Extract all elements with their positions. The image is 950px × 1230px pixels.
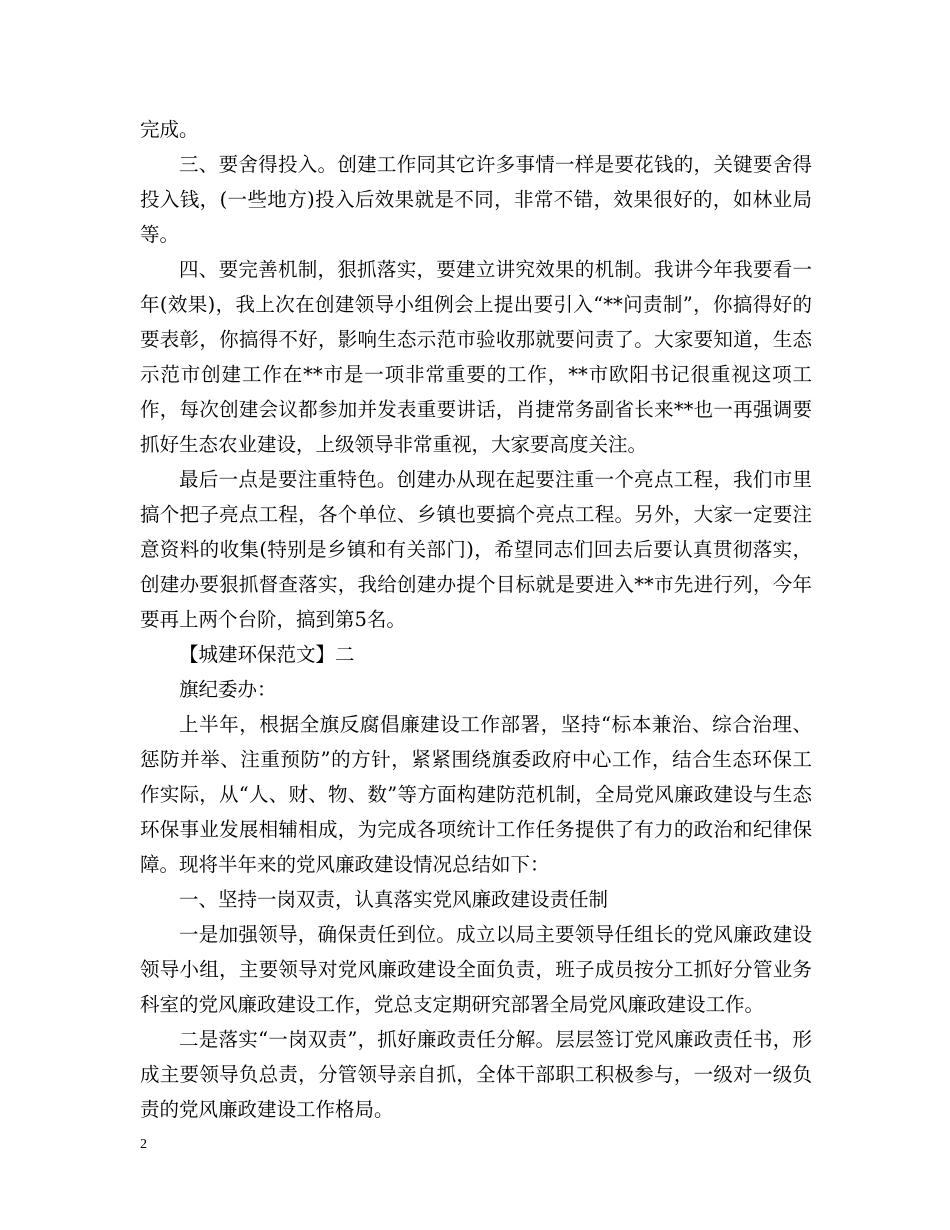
subheading-1: 一、坚持一岗双责，认真落实党风廉政建设责任制 xyxy=(179,888,609,911)
paragraph-1: 完成。 xyxy=(140,118,199,141)
paragraph-6: 一是加强领导，确保责任到位。成立以局主要领导任组长的党风廉政建设领导小组，主要领导对党风廉政建设全面负责，班子成员按分工抓好分管业务科室的党风廉政建设工作，党总支定期研究部署全局党风廉政建设工作。 xyxy=(140,923,812,1016)
document-body xyxy=(140,112,812,1127)
paragraph-2: 三、要舍得投入。创建工作同其它许多事情一样是要花钱的，关键要舍得投入钱，(一些地方)投入后效果就是不同，非常不错，效果很好的，如林业局等。 xyxy=(140,153,812,246)
paragraph-3: 四、要完善机制，狠抓落实，要建立讲究效果的机制。我讲今年我要看一年(效果)，我上次在创建领导小组例会上提出要引入“**问责制”，你搞得好的要表彰，你搞得不好，影响生态示范市验收那就要问责了。大家要知道，生态示范市创建工作在**市是一项非常重要的工作，**市欧阳书记很重视这项工作，每次创建会议都参加并发表重要讲话，肖捷常务副省长来**也一再强调要抓好生态农业建设，上级领导非常重视，大家要高度关注。 xyxy=(140,258,812,456)
addressee: 旗纪委办： xyxy=(179,678,277,701)
paragraph-5: 上半年，根据全旗反腐倡廉建设工作部署，坚持“标本兼治、综合治理、惩防并举、注重预防”的方针，紧紧围绕旗委政府中心工作，结合生态环保工作实际，从“人、财、物、数”等方面构建防范机制，全局党风廉政建设与生态环保事业发展相辅相成，为完成各项统计工作任务提供了有力的政治和纪律保障。现将半年来的党风廉政建设情况总结如下： xyxy=(140,713,812,876)
page-number: 2 xyxy=(140,1137,147,1152)
paragraph-7: 二是落实“一岗双责”，抓好廉政责任分解。层层签订党风廉政责任书，形成主要领导负总责，分管领导亲自抓，全体干部职工积极参与，一级对一级负责的党风廉政建设工作格局。 xyxy=(140,1028,812,1121)
section-heading: 【城建环保范文】二 xyxy=(179,643,355,666)
paragraph-4: 最后一点是要注重特色。创建办从现在起要注重一个亮点工程，我们市里搞个把子亮点工程，各个单位、乡镇也要搞个亮点工程。另外，大家一定要注意资料的收集(特别是乡镇和有关部门)，希望同志们回去后要认真贯彻落实，创建办要狠抓督查落实，我给创建办提个目标就是要进入**市先进行列，今年要再上两个台阶，搞到第5名。 xyxy=(140,468,812,631)
